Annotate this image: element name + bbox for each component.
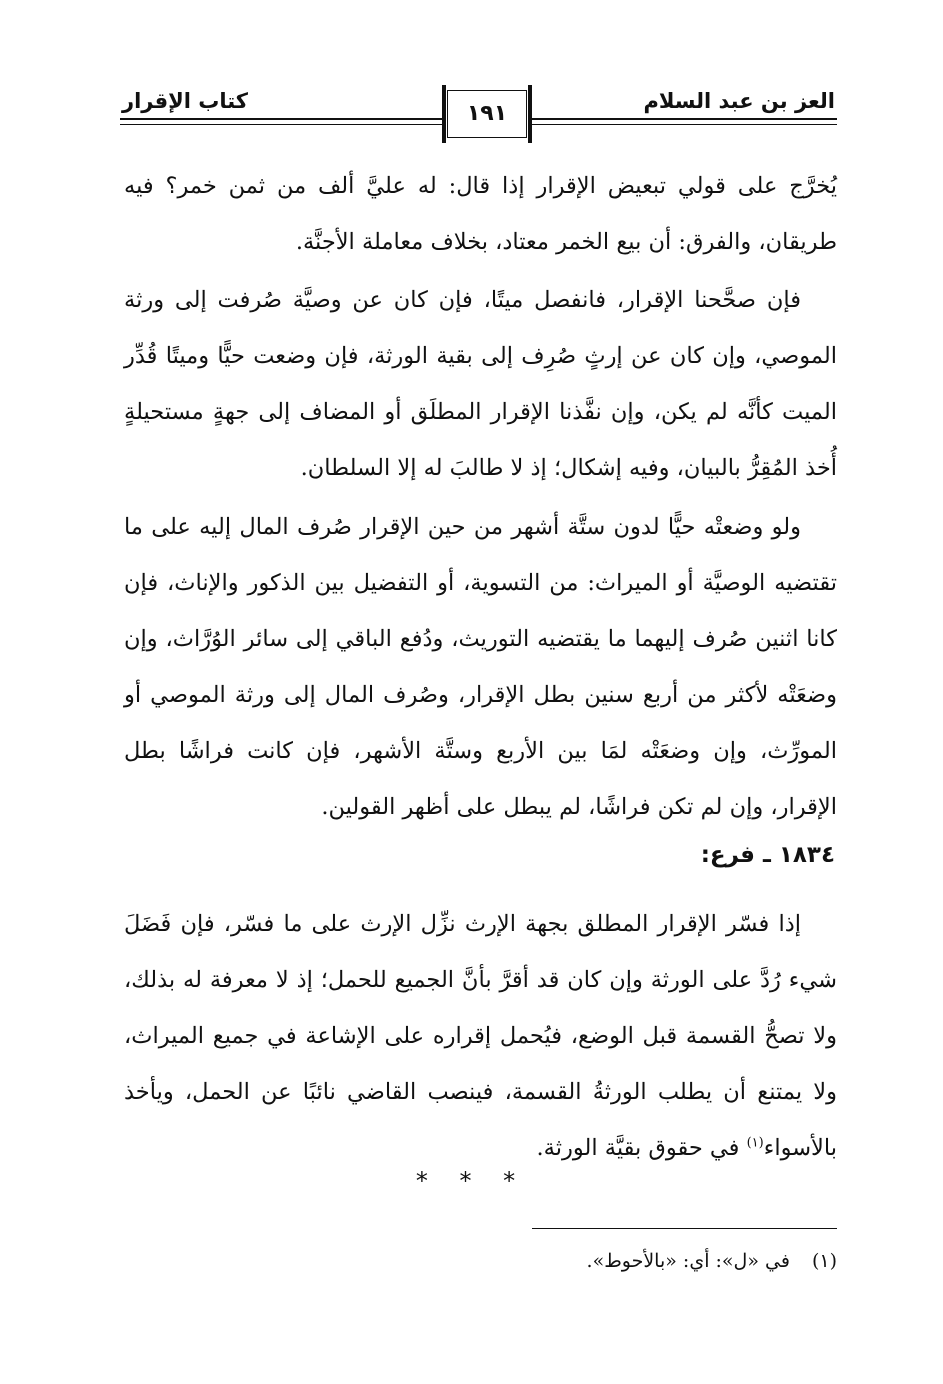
page-number-frame <box>447 90 527 138</box>
paragraph-branch <box>124 896 837 1176</box>
running-head-section: كتاب الإقرار <box>122 89 249 113</box>
header-rule-right-thin <box>528 124 837 125</box>
running-head-author: العز بن عبد السلام <box>643 89 835 113</box>
header-rule-left-thin <box>120 124 445 125</box>
paragraph-text <box>124 896 837 1176</box>
page-number: ١٩١ <box>466 101 508 126</box>
paragraph-text: يُخرَّج على قولي تبعيض الإقرار إذا قال: له عليَّ ألف من ثمن خمر؟ فيه طريقان، والفرق: أن بيع الخمر معتاد، بخلاف معاملة الأجنَّة. <box>124 173 837 255</box>
section-separator: * * * <box>415 1167 528 1195</box>
paragraph-3 <box>124 499 837 835</box>
footnote-number: (١) <box>811 1250 837 1272</box>
footnote-text: في «ل»: أي: «بالأحوط». <box>586 1250 790 1272</box>
header-rule-right <box>528 118 837 120</box>
footnote <box>587 1246 837 1276</box>
footnote-reference[interactable]: (١) <box>746 1135 764 1151</box>
branch-text-end: في حقوق بقيَّة الورثة. <box>536 1135 747 1161</box>
paragraph-text: فإن صحَّحنا الإقرار، فانفصل ميتًا، فإن كان عن وصيَّة صُرفت إلى ورثة الموصي، وإن كان عن إرثٍ صُرِف إلى بقية الورثة، فإن وضعت حيًّا وميتًا قُدِّر الميت كأنَّه لم يكن، وإن نفَّذنا الإقرار المطلَق أو المضاف إلى جهةٍ مستحيلةٍ أُخذ المُقِرُّ بالبيان، وفيه إشكال؛ إذ لا طالبَ له إلا السلطان. <box>124 287 837 481</box>
paragraph-text: ولو وضعتْه حيًّا لدون ستَّة أشهر من حين الإقرار صُرف المال إليه على ما تقتضيه الوصيَّة أو الميراث: من التسوية، أو التفضيل بين الذكور والإناث، فإن كانا اثنين صُرف إليهما ما يقتضيه التوريث، ودُفع الباقي إلى سائر الوُرَّاث، وإن وضعَتْه لأكثر من أربع سنين بطل الإقرار، وصُرف المال إلى ورثة الموصي أو المورِّث، وإن وضعَتْه لمَا بين الأربع وستَّة الأشهر، فإن كانت فراشًا بطل الإقرار، وإن لم تكن فراشًا، لم يبطل على أظهر القولين. <box>124 514 837 820</box>
footnote-rule <box>532 1228 837 1229</box>
branch-text-main: إذا فسّر الإقرار المطلق بجهة الإرث نزِّل الإرث على ما فسّر، فإن فَضَلَ شيء رُدَّ على الورثة وإن كان قد أقرَّ بأنَّ الجميع للحمل؛ إذ لا معرفة له بذلك، ولا تصحُّ القسمة قبل الوضع، فيُحمل إقراره على الإشاعة في جميع الميراث، ولا يمتنع أن يطلب الورثةُ القسمة، فينصب القاضي نائبًا عن الحمل، ويأخذ بالأسواء <box>124 911 837 1161</box>
branch-heading: ١٨٣٤ ـ فرع: <box>700 842 835 868</box>
paragraph-2 <box>124 272 837 496</box>
paragraph-1 <box>124 158 837 270</box>
header-rule-left <box>120 118 445 120</box>
